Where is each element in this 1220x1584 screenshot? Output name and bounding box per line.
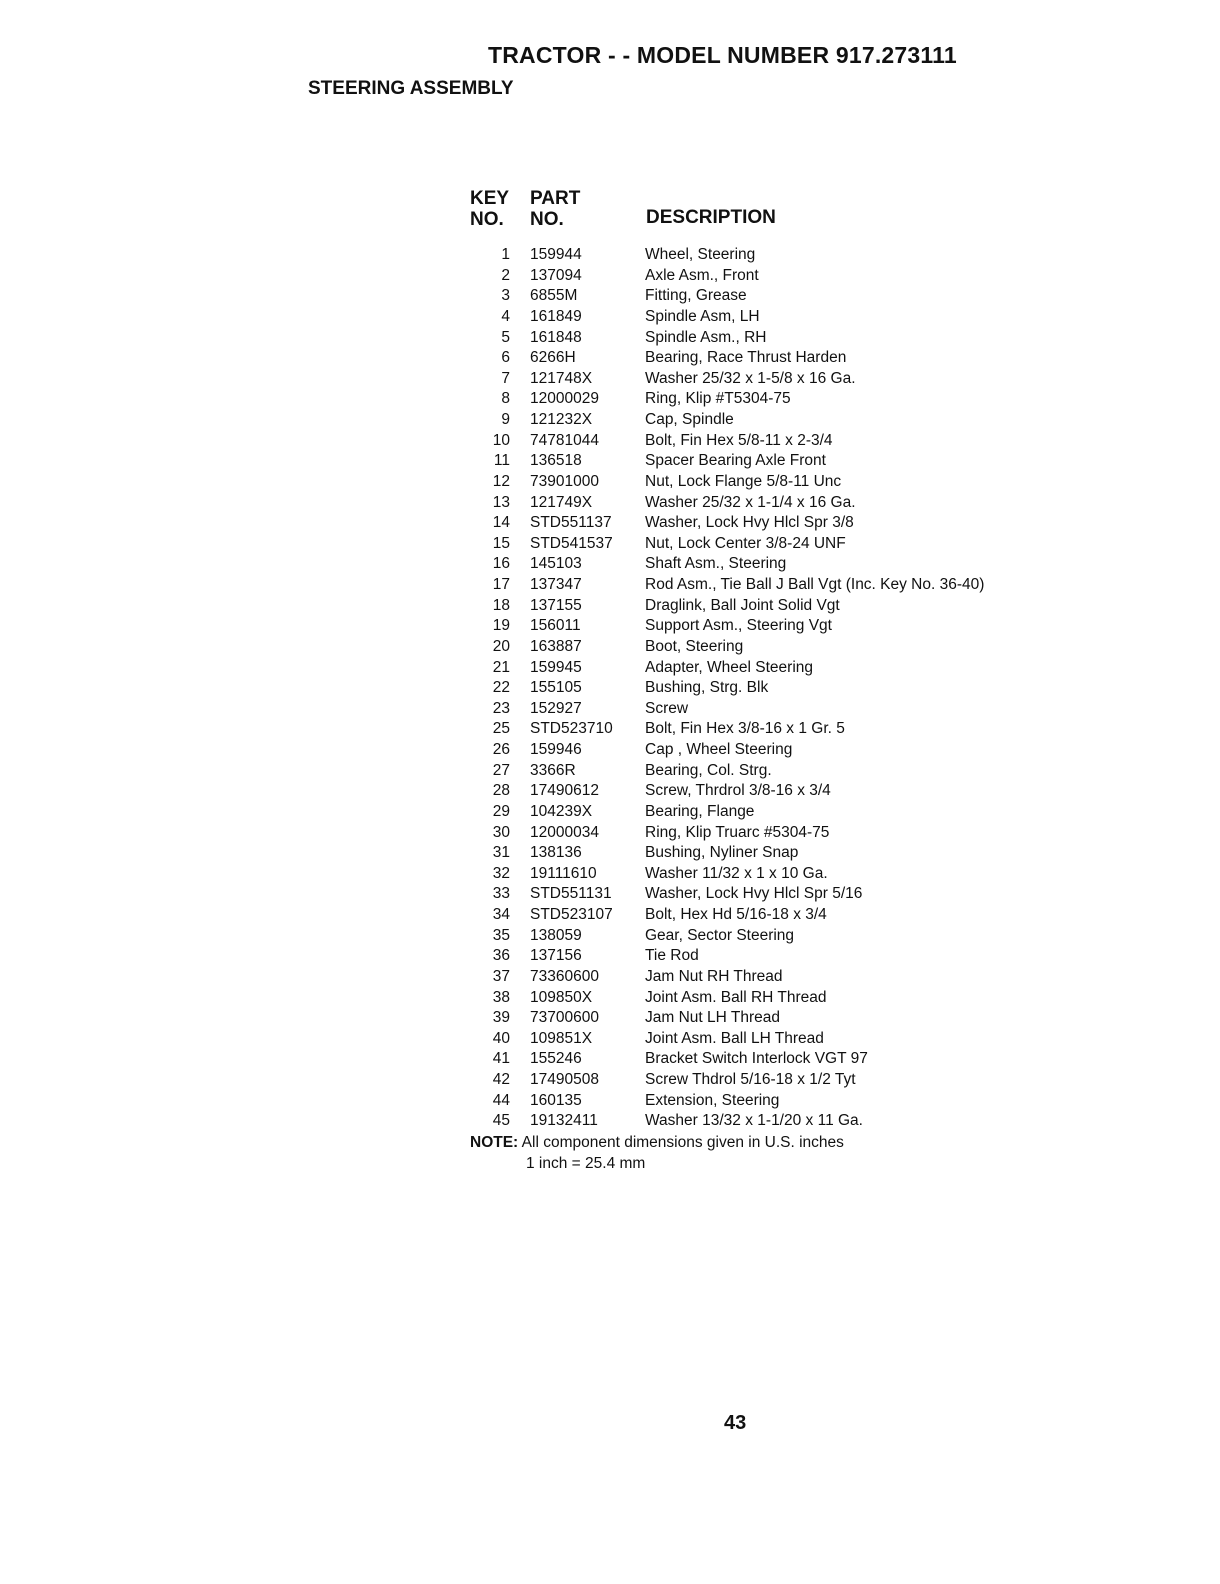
key-no: 32 (492, 864, 510, 882)
part-no: 155246 (530, 1050, 582, 1068)
key-no: 36 (492, 947, 510, 965)
key-no: 9 (501, 411, 510, 428)
part-description: Support Asm., Steering Vgt (645, 617, 832, 635)
table-row (470, 1070, 1030, 1091)
part-description: Bearing, Flange (645, 802, 755, 820)
part-no: 161849 (530, 307, 582, 325)
key-no: 23 (492, 699, 510, 717)
part-no: 145103 (530, 555, 582, 573)
part-description: Ring, Klip Truarc #5304-75 (645, 823, 830, 841)
table-row (470, 946, 1030, 967)
table-row (470, 658, 1030, 679)
part-description: Joint Asm. Ball RH Thread (645, 988, 827, 1006)
table-row (470, 1008, 1030, 1029)
key-no: 16 (492, 555, 510, 573)
table-row (470, 699, 1030, 720)
part-no: 138059 (530, 926, 582, 944)
part-description: Washer 11/32 x 1 x 10 Ga. (645, 864, 828, 882)
table-row (470, 823, 1030, 844)
table-row (470, 1111, 1030, 1132)
key-no: 39 (492, 1009, 510, 1027)
part-description: Bushing, Nyliner Snap (645, 844, 799, 862)
part-description: Bolt, Hex Hd 5/16-18 x 3/4 (645, 906, 827, 923)
part-description: Bushing, Strg. Blk (645, 679, 769, 697)
table-row (470, 761, 1030, 782)
key-no: 8 (501, 390, 510, 408)
part-description: Spindle Asm., RH (645, 328, 767, 346)
key-no: 41 (492, 1050, 510, 1068)
part-no: 163887 (530, 637, 582, 655)
part-no: 73901000 (530, 472, 599, 490)
key-no: 22 (492, 679, 510, 697)
part-description: Bolt, Fin Hex 3/8-16 x 1 Gr. 5 (645, 720, 845, 738)
table-row (470, 616, 1030, 637)
part-no: 159946 (530, 741, 582, 758)
part-no: STD523710 (530, 720, 613, 738)
part-description: Bolt, Fin Hex 5/8-11 x 2-3/4 (645, 431, 833, 449)
part-no: 156011 (530, 617, 581, 635)
part-description: Nut, Lock Flange 5/8-11 Unc (645, 472, 842, 490)
table-row (470, 843, 1030, 864)
part-no: 17490612 (530, 782, 599, 800)
key-no: 15 (492, 534, 510, 552)
note (470, 1133, 844, 1153)
key-no: 40 (492, 1029, 510, 1047)
page-title: TRACTOR - - MODEL NUMBER 917.273111 (488, 42, 957, 68)
table-row (470, 596, 1030, 617)
key-no: 35 (492, 926, 510, 944)
part-no: 3366R (530, 761, 576, 779)
part-no: 160135 (530, 1091, 582, 1109)
page-number: 43 (724, 1412, 747, 1434)
note-conversion: 1 inch = 25.4 mm (526, 1155, 646, 1172)
part-no: 19132411 (530, 1112, 598, 1130)
key-no: 2 (501, 266, 510, 284)
key-no: 34 (492, 906, 510, 923)
key-no: 10 (492, 431, 510, 449)
table-row (470, 534, 1030, 555)
key-no: 18 (492, 596, 510, 614)
part-description: Washer 25/32 x 1-1/4 x 16 Ga. (645, 493, 856, 511)
key-header-line1: KEY (470, 188, 510, 209)
key-no: 4 (501, 307, 510, 325)
key-no: 17 (492, 576, 510, 593)
note-text: All component dimensions given in U.S. inches (518, 1134, 844, 1151)
table-row (470, 802, 1030, 823)
part-no: 109851X (530, 1029, 593, 1047)
key-no: 27 (492, 761, 510, 779)
key-no: 19 (492, 617, 510, 635)
key-no: 21 (492, 658, 510, 676)
key-no: 20 (492, 637, 510, 655)
part-no: 138136 (530, 844, 582, 862)
table-row (470, 1049, 1030, 1070)
part-description: Screw Thdrol 5/16-18 x 1/2 Tyt (645, 1071, 856, 1088)
part-no: STD541537 (530, 534, 613, 552)
key-no: 11 (493, 452, 510, 470)
key-no: 45 (492, 1112, 510, 1130)
table-row (470, 348, 1030, 369)
part-description: Spacer Bearing Axle Front (645, 452, 826, 470)
part-description: Bracket Switch Interlock VGT 97 (645, 1050, 868, 1068)
table-row (470, 781, 1030, 802)
part-no: 19111610 (530, 864, 597, 882)
part-description: Washer, Lock Hvy Hlcl Spr 3/8 (645, 514, 854, 532)
part-description: Bearing, Col. Strg. (645, 761, 772, 779)
table-row (470, 245, 1030, 266)
table-row (470, 637, 1030, 658)
table-row (470, 286, 1030, 307)
key-no: 26 (492, 741, 510, 758)
part-description: Washer 13/32 x 1-1/20 x 11 Ga. (645, 1112, 863, 1130)
key-no: 29 (492, 802, 510, 820)
table-row (470, 493, 1030, 514)
key-no: 5 (501, 328, 510, 346)
table-row (470, 575, 1030, 596)
key-no: 44 (492, 1091, 510, 1109)
table-row (470, 905, 1030, 926)
part-description: Fitting, Grease (645, 287, 747, 305)
key-no: 6 (501, 349, 510, 367)
part-no-header (530, 188, 580, 230)
part-description: Washer, Lock Hvy Hlcl Spr 5/16 (645, 885, 863, 903)
part-no: 159945 (530, 658, 582, 676)
part-description: Screw (645, 699, 689, 717)
table-row (470, 451, 1030, 472)
part-header-line1: PART (530, 188, 581, 209)
part-description: Nut, Lock Center 3/8-24 UNF (645, 534, 846, 552)
key-no: 37 (492, 967, 510, 985)
table-row (470, 369, 1030, 390)
part-no: 121748X (530, 369, 593, 387)
table-row (470, 389, 1030, 410)
table-row (470, 431, 1030, 452)
part-description: Tie Rod (645, 947, 699, 965)
table-row (470, 410, 1030, 431)
table-row (470, 1091, 1030, 1112)
part-description: Wheel, Steering (645, 246, 756, 263)
section-title: STEERING ASSEMBLY (308, 78, 514, 99)
part-description: Joint Asm. Ball LH Thread (645, 1029, 824, 1047)
table-row (470, 884, 1030, 905)
key-no: 30 (492, 823, 510, 841)
part-description: Shaft Asm., Steering (645, 555, 787, 573)
key-no: 7 (501, 369, 510, 387)
part-no: 73700600 (530, 1009, 599, 1027)
key-no: 14 (492, 514, 510, 532)
part-no: 6855M (530, 287, 578, 305)
part-no: STD551137 (530, 514, 612, 532)
part-description: Axle Asm., Front (645, 266, 759, 284)
part-no: STD551131 (530, 885, 612, 903)
key-no: 25 (492, 720, 510, 738)
part-description: Spindle Asm, LH (645, 307, 760, 325)
table-row (470, 1029, 1030, 1050)
part-description: Rod Asm., Tie Ball J Ball Vgt (Inc. Key No. 36-40) (645, 576, 985, 593)
part-description: Jam Nut LH Thread (645, 1009, 780, 1027)
table-row (470, 307, 1030, 328)
key-no: 42 (492, 1071, 510, 1088)
part-no: 12000029 (530, 390, 599, 408)
part-no: 12000034 (530, 823, 599, 841)
part-description: Jam Nut RH Thread (645, 967, 783, 985)
part-description: Draglink, Ball Joint Solid Vgt (645, 596, 840, 614)
table-row (470, 740, 1030, 761)
key-no: 38 (492, 988, 510, 1006)
table-row (470, 967, 1030, 988)
table-row (470, 554, 1030, 575)
table-row (470, 472, 1030, 493)
part-description: Screw, Thrdrol 3/8-16 x 3/4 (645, 782, 831, 800)
table-row (470, 513, 1030, 534)
key-no: 13 (492, 493, 510, 511)
key-header-line2: NO. (470, 209, 504, 230)
key-no: 1 (501, 246, 510, 263)
part-no: 152927 (530, 699, 582, 717)
key-no: 12 (492, 472, 510, 490)
part-description: Cap, Spindle (645, 411, 734, 428)
part-no: 6266H (530, 349, 576, 367)
part-no: 155105 (530, 679, 582, 697)
part-no: 121749X (530, 493, 593, 511)
part-no: 137347 (530, 576, 582, 593)
part-no: 73360600 (530, 967, 599, 985)
part-description: Washer 25/32 x 1-5/8 x 16 Ga. (645, 369, 856, 387)
part-no: STD523107 (530, 906, 613, 923)
key-no: 3 (501, 287, 510, 305)
table-row (470, 719, 1030, 740)
part-description: Gear, Sector Steering (645, 926, 795, 944)
key-no: 31 (492, 844, 510, 862)
part-header-line2: NO. (530, 209, 564, 230)
table-row (470, 678, 1030, 699)
description-header: DESCRIPTION (646, 207, 776, 228)
key-no: 33 (492, 885, 510, 903)
part-no: 161848 (530, 328, 582, 346)
table-row (470, 266, 1030, 287)
table-row (470, 864, 1030, 885)
part-description: Ring, Klip #T5304-75 (645, 390, 791, 408)
part-description: Adapter, Wheel Steering (645, 658, 814, 676)
table-row (470, 988, 1030, 1009)
key-no: 28 (492, 782, 510, 800)
key-no-header (470, 188, 509, 230)
note-label: NOTE: (470, 1134, 519, 1151)
part-no: 136518 (530, 452, 582, 470)
part-no: 121232X (530, 411, 593, 428)
part-no: 159944 (530, 246, 582, 263)
parts-list (470, 245, 1030, 1132)
part-no: 137155 (530, 596, 582, 614)
column-headers (470, 186, 1030, 232)
table-row (470, 328, 1030, 349)
part-no: 137156 (530, 947, 582, 965)
table-row (470, 926, 1030, 947)
part-no: 17490508 (530, 1071, 599, 1088)
part-no: 74781044 (530, 431, 599, 449)
part-description: Extension, Steering (645, 1091, 780, 1109)
part-no: 109850X (530, 988, 593, 1006)
part-description: Bearing, Race Thrust Harden (645, 349, 847, 367)
part-no: 104239X (530, 802, 593, 820)
part-no: 137094 (530, 266, 582, 284)
part-description: Cap , Wheel Steering (645, 741, 793, 758)
part-description: Boot, Steering (645, 637, 744, 655)
